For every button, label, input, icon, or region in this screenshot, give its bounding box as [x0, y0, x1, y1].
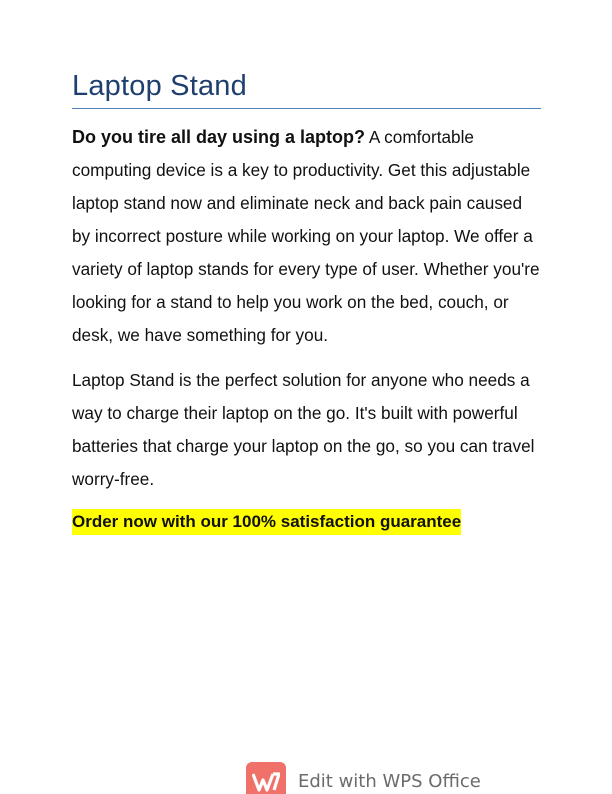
intro-body: A comfortable computing device is a key to productivity. Get this adjustable laptop stand now and eliminate neck and back pain caused by incorrect posture while working on your laptop. We offer a variety of laptop stands for every type of user. Whether you're looking for a stand to help you work on the bed, couch, or desk, we have something for you. — [72, 127, 540, 345]
wps-logo-icon — [246, 762, 286, 794]
wps-edit-label[interactable]: Edit with WPS Office — [298, 771, 481, 792]
highlighted-cta: Order now with our 100% satisfaction guarantee — [72, 509, 461, 535]
intro-lead: Do you tire all day using a laptop? — [72, 127, 366, 147]
title-underline — [72, 108, 541, 109]
intro-paragraph — [72, 121, 544, 352]
document-title: Laptop Stand — [72, 70, 247, 102]
battery-paragraph: Laptop Stand is the perfect solution for anyone who needs a way to charge their laptop on the go. It's built with powerful batteries that charge your laptop on the go, so you can travel worry-free. — [72, 370, 535, 489]
wps-edit-banner[interactable] — [246, 762, 481, 792]
